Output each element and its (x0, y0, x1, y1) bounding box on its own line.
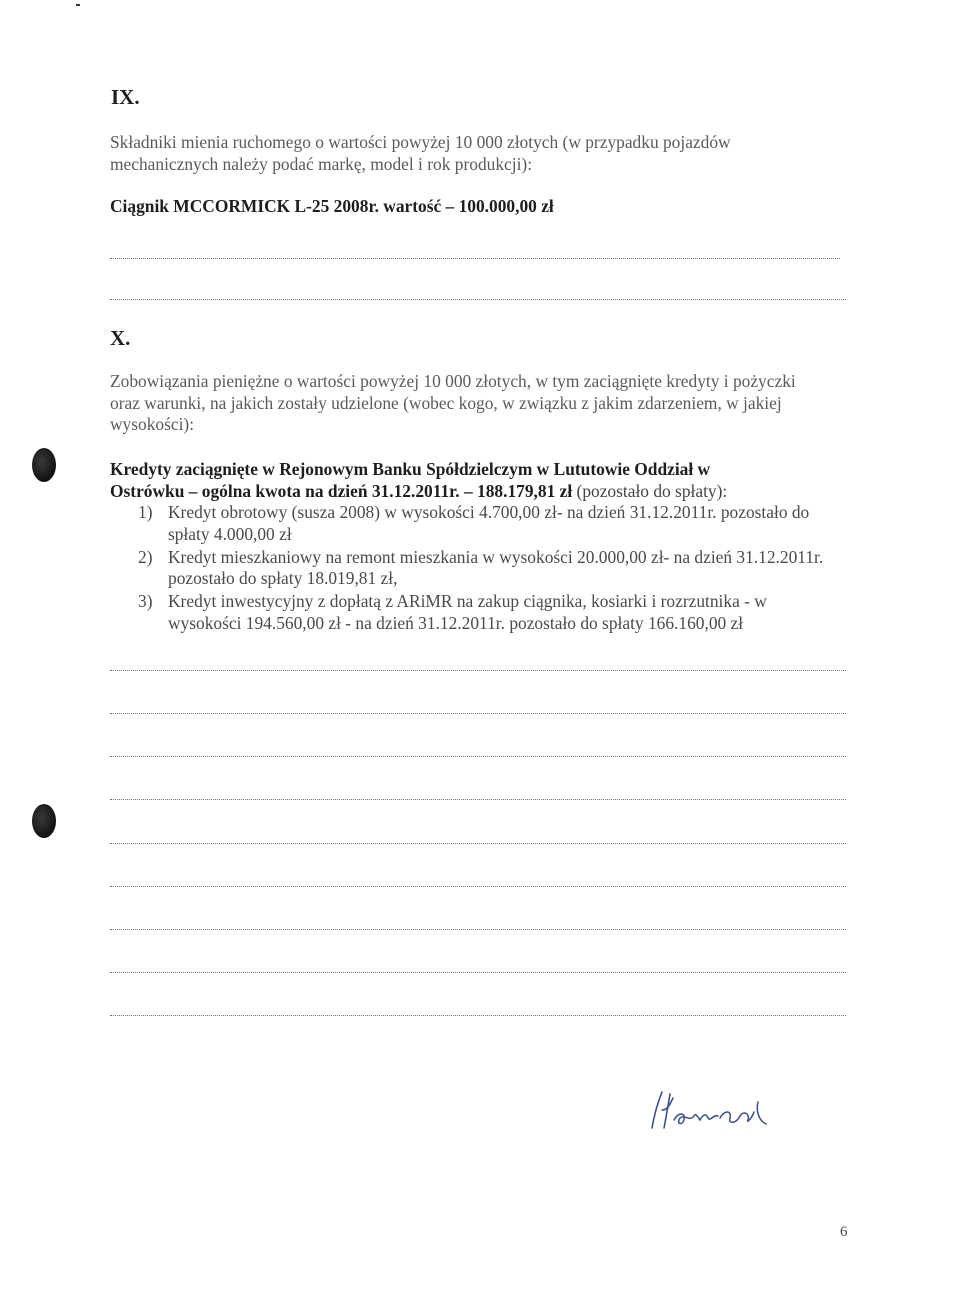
scan-mark (76, 4, 80, 6)
list-item-number: 1) (138, 502, 153, 522)
list-item (138, 502, 838, 545)
credits-summary-total: Ostrówku – ogólna kwota na dzień 31.12.2011r. – 188.179,81 zł (110, 480, 573, 501)
section-ix-entry: Ciągnik MCCORMICK L-25 2008r. wartość – 100.000,00 zł (110, 196, 554, 216)
dotted-line (110, 258, 840, 259)
list-item-number: 2) (138, 546, 153, 567)
dotted-line (110, 299, 846, 300)
dotted-line (110, 972, 846, 973)
dotted-line (110, 799, 846, 800)
credit-list (138, 502, 838, 636)
list-item-text: Kredyt obrotowy (susza 2008) w wysokości 4.700,00 zł- na dzień 31.12.2011r. pozostało do spłaty 4.000,00 zł (168, 502, 810, 544)
section-ix-description: Składniki mienia ruchomego o wartości powyżej 10 000 złotych (w przypadku pojazdów mechanicznych należy podać markę, model i rok produkcji): (110, 132, 731, 174)
section-ix-number: IX. (111, 85, 140, 109)
page-number: 6 (840, 1224, 848, 1240)
dotted-line (110, 670, 846, 671)
list-item-number: 3) (138, 591, 153, 612)
dotted-line (110, 843, 846, 844)
list-item (138, 547, 838, 590)
dotted-line (110, 929, 846, 930)
handwritten-signature (640, 1080, 790, 1140)
dotted-line (110, 1015, 846, 1016)
section-x-description: Zobowiązania pieniężne o wartości powyżej 10 000 złotych, w tym zaciągnięte kredyty i pożyczki oraz warunki, na jakich zostały udzielone (wobec kogo, w związku z jakim zdarzeniem, w jakiej wysokości): (110, 371, 796, 434)
dotted-line (110, 756, 846, 757)
punch-hole-top (32, 448, 56, 482)
dotted-line (110, 713, 846, 714)
credits-summary-note: (pozostało do spłaty): (572, 480, 728, 501)
list-item-text: Kredyt mieszkaniowy na remont mieszkania w wysokości 20.000,00 zł- na dzień 31.12.2011r. pozostało do spłaty 18.019,81 zł, (168, 546, 824, 589)
credits-summary (110, 459, 830, 502)
list-item-text: Kredyt inwestycyjny z dopłatą z ARiMR na zakup ciągnika, kosiarki i rozrzutnika - w wysokości 194.560,00 zł - na dzień 31.12.2011r. pozostało do spłaty 166.160,00 zł (168, 591, 767, 633)
list-item (138, 591, 838, 634)
punch-hole-bottom (32, 804, 56, 838)
credits-summary-line1: Kredyty zaciągnięte w Rejonowym Banku Spółdzielczym w Lututowie Oddział w (110, 459, 711, 479)
section-x-number: X. (110, 326, 131, 350)
dotted-line (110, 886, 846, 887)
